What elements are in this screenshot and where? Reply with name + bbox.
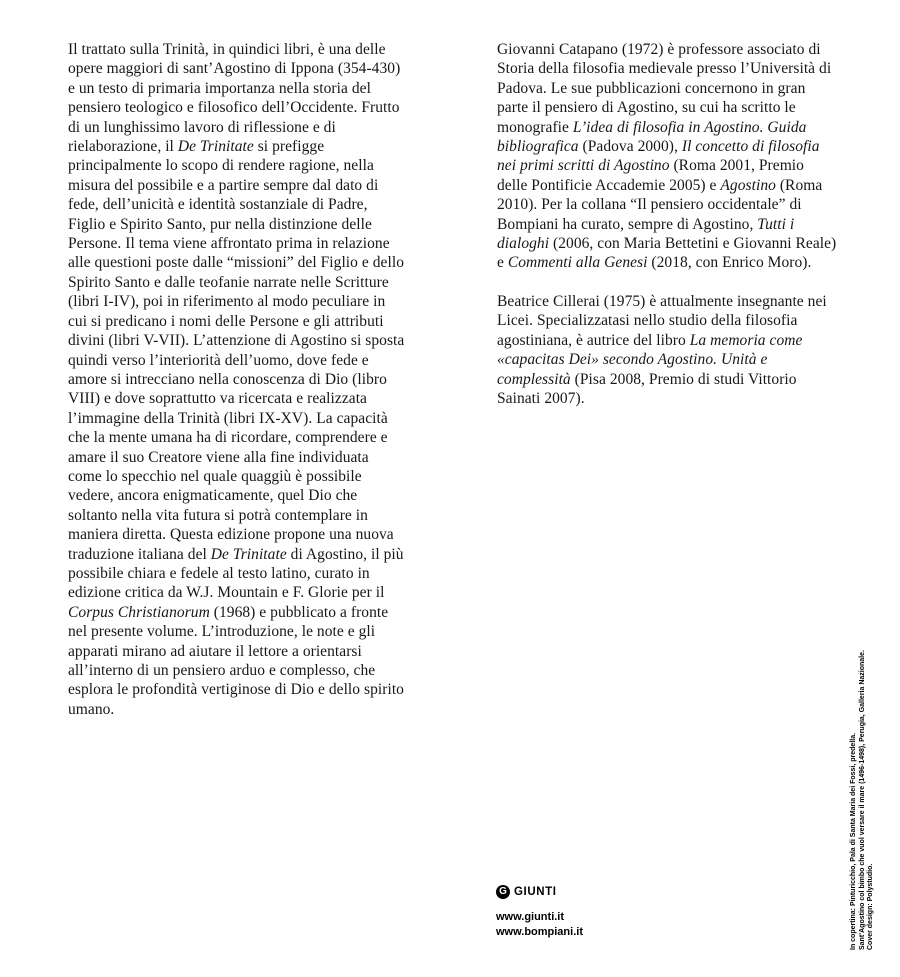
synopsis-paragraph: Il trattato sulla Trinità, in quindici libri, è una delle opere maggiori di sant’Agostino di Ippona (354-430) e un testo di primaria importanza nella storia del pensiero teologico e filosofico dell’Occidente. Frutto di un lunghissimo lavoro di riflessione e di rielaborazione, il De Trinitate si prefigge principalmente lo scopo di rendere ragione, nella misura del possibile e a partire sempre dal dato di fede, dell’unicità e identità sostanziale di Padre, Figlio e Spirito Santo, pur nella distinzione delle Persone. Il tema viene affrontato prima in relazione alle questioni poste dalle “missioni” del Figlio e dello Spirito Santo e dalle teofanie narrate nelle Scritture (libri I-IV), poi in riferimento al modo peculiare in cui si predicano i nomi delle Persone e gli attributi divini (libri V-VII). L’attenzione di Agostino si sposta quindi verso l’interiorità dell’uomo, dove fede e amore si intrecciano nella conoscenza di Dio (libro VIII) e dove soprattutto va ricercata e realizzata l’immagine della Trinità (libri IX-XV). La capacità che la mente umana ha di ricordare, comprendere e amare il suo Creatore viene alla fine individuata come lo specchio nel quale quaggiù è possibile vedere, ancora enigmaticamente, quel Dio che soltanto nella vita futura si potrà contemplare in maniera diretta. Questa edizione propone una nuova traduzione italiana del De Trinitate di Agostino, il più possibile chiara e fedele al testo latino, curato in edizione critica da W.J. Mountain e F. Glorie per il Corpus Christianorum (1968) e pubblicato a fronte nel presente volume. L’introduzione, le note e gli apparati mirano ad aiutare il lettore a orientarsi all’interno di un pensiero arduo e complesso, che esplora le profondità vertiginose di Dio e dello spirito umano.: [68, 41, 405, 718]
bompiani-url: www.bompiani.it: [496, 926, 583, 938]
right-column: [497, 40, 837, 408]
giunti-g-icon: G: [496, 885, 510, 899]
credit-line: In copertina: Pinturicchio, Pala di Santa Maria dei Fossi, predella.: [850, 732, 857, 950]
giunti-url: www.giunti.it: [496, 911, 565, 923]
left-column: [68, 40, 406, 719]
cover-credit-vertical: [850, 612, 876, 950]
giunti-logo-text: GIUNTI: [514, 886, 557, 898]
bio-beatrice-cillerai: Beatrice Cillerai (1975) è attualmente insegnante nei Licei. Specializzatasi nello studio della filosofia agostiniana, è autrice del libro La memoria come «capacitas Dei» secondo Agostino. Unità e complessità (Pisa 2008, Premio di studi Vittorio Sainati 2007).: [497, 292, 827, 407]
giunti-logo: [496, 885, 583, 899]
bio-giovanni-catapano: Giovanni Catapano (1972) è professore associato di Storia della filosofia medievale presso l’Università di Padova. Le sue pubblicazioni concernono in gran parte il pensiero di Agostino, su cui ha scritto le monografie L’idea di filosofia in Agostino. Guida bibliografica (Padova 2000), Il concetto di filosofia nei primi scritti di Agostino (Roma 2001, Premio delle Pontificie Accademie 2005) e Agostino (Roma 2010). Per la collana “Il pensiero occidentale” di Bompiani ha curato, sempre di Agostino, Tutti i dialoghi (2006, con Maria Bettetini e Giovanni Reale) e Commenti alla Genesi (2018, con Enrico Moro).: [497, 41, 837, 272]
publisher-block: [496, 885, 583, 940]
credit-line: Sant’Agostino col bimbo che vuol versare il mare (1496-1498), Perugia, Galleria Nazionale.: [858, 650, 866, 950]
credit-line: Cover design: Polystudio.: [867, 863, 874, 950]
